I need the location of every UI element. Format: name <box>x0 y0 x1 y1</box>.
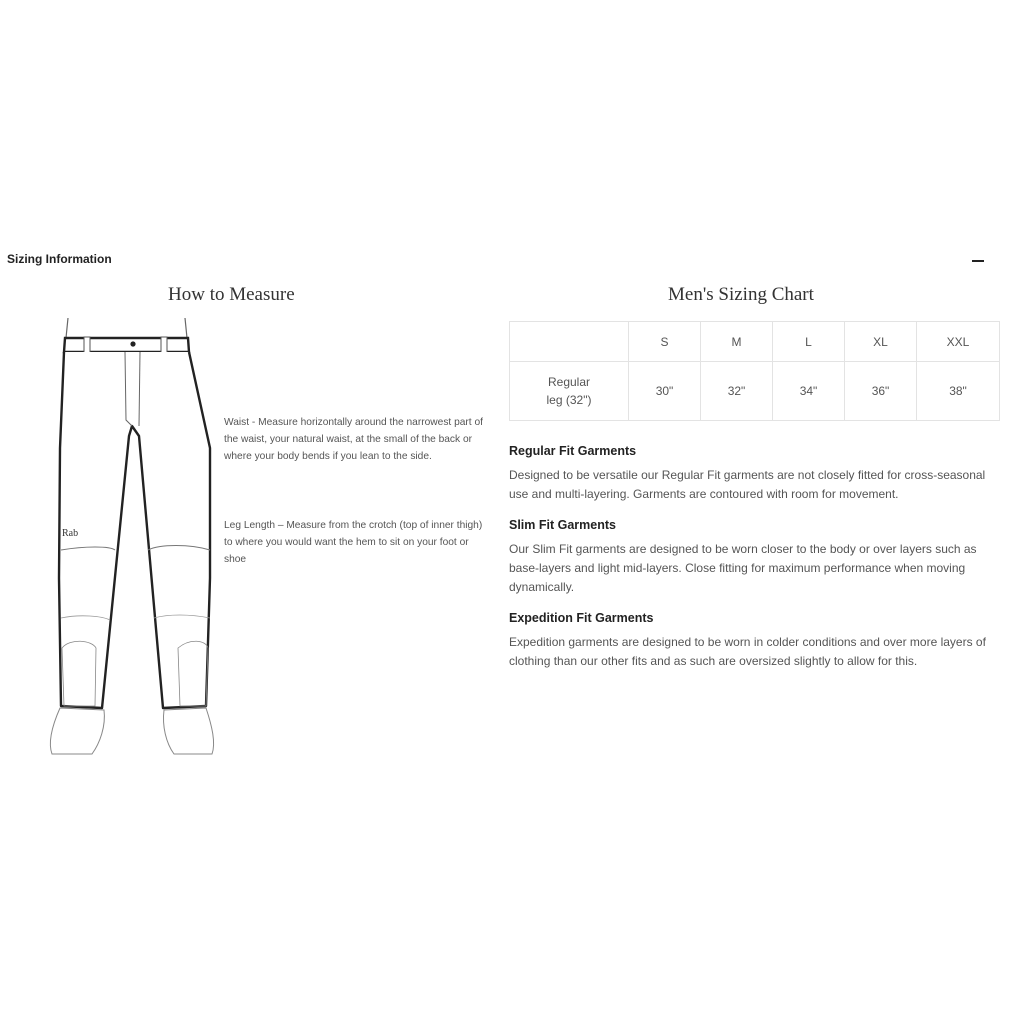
rab-logo: Rab <box>62 528 79 539</box>
size-header-m: M <box>701 322 773 362</box>
size-header-xxl: XXL <box>917 322 1000 362</box>
slim-fit-title: Slim Fit Garments <box>509 518 616 532</box>
cell-s: 30" <box>629 362 701 421</box>
row-label-regular-leg <box>510 362 629 421</box>
minus-icon[interactable] <box>972 260 984 262</box>
waist-note: Waist - Measure horizontally around the narrowest part of the waist, your natural waist, at the small of the back or where your body bends if you lean to the side. <box>224 417 483 462</box>
expedition-fit-title: Expedition Fit Garments <box>509 611 654 625</box>
cell-l: 34" <box>773 362 845 421</box>
table-header-row <box>510 322 1000 362</box>
size-header-xl: XL <box>845 322 917 362</box>
cell-xxl: 38" <box>917 362 1000 421</box>
table-row <box>510 362 1000 421</box>
regular-fit-title: Regular Fit Garments <box>509 444 637 458</box>
cell-m: 32" <box>701 362 773 421</box>
expedition-fit-section <box>509 611 1004 671</box>
expedition-fit-text: Expedition garments are designed to be worn in colder conditions and over more layers of clothing than our other fits and as such are oversized slightly to allow for this. <box>509 635 986 668</box>
leg-length-note: Leg Length – Measure from the crotch (top of inner thigh) to where you would want the hem to sit on your foot or shoe <box>224 520 483 565</box>
row-label-line1: Regular <box>547 375 591 389</box>
pants-illustration <box>40 318 230 768</box>
regular-fit-section <box>509 444 1004 504</box>
row-label-line2: leg (32") <box>546 393 592 407</box>
sizing-info-header[interactable] <box>0 246 1024 274</box>
slim-fit-section <box>509 518 1004 597</box>
how-to-measure-heading: How to Measure <box>168 284 295 305</box>
sizing-chart-heading: Men's Sizing Chart <box>668 284 814 305</box>
sizing-info-title: Sizing Information <box>7 252 112 266</box>
sizing-chart-table <box>509 321 1000 421</box>
cell-xl: 36" <box>845 362 917 421</box>
size-header-s: S <box>629 322 701 362</box>
regular-fit-text: Designed to be versatile our Regular Fit garments are not closely fitted for cross-seasonal use and multi-layering. Garments are contoured with room for movement. <box>509 468 986 501</box>
slim-fit-text: Our Slim Fit garments are designed to be worn closer to the body or over layers such as base-layers and light mid-layers. Close fitting for maximum performance when moving dynamically. <box>509 542 977 594</box>
size-header-l: L <box>773 322 845 362</box>
table-header-empty <box>510 322 629 362</box>
